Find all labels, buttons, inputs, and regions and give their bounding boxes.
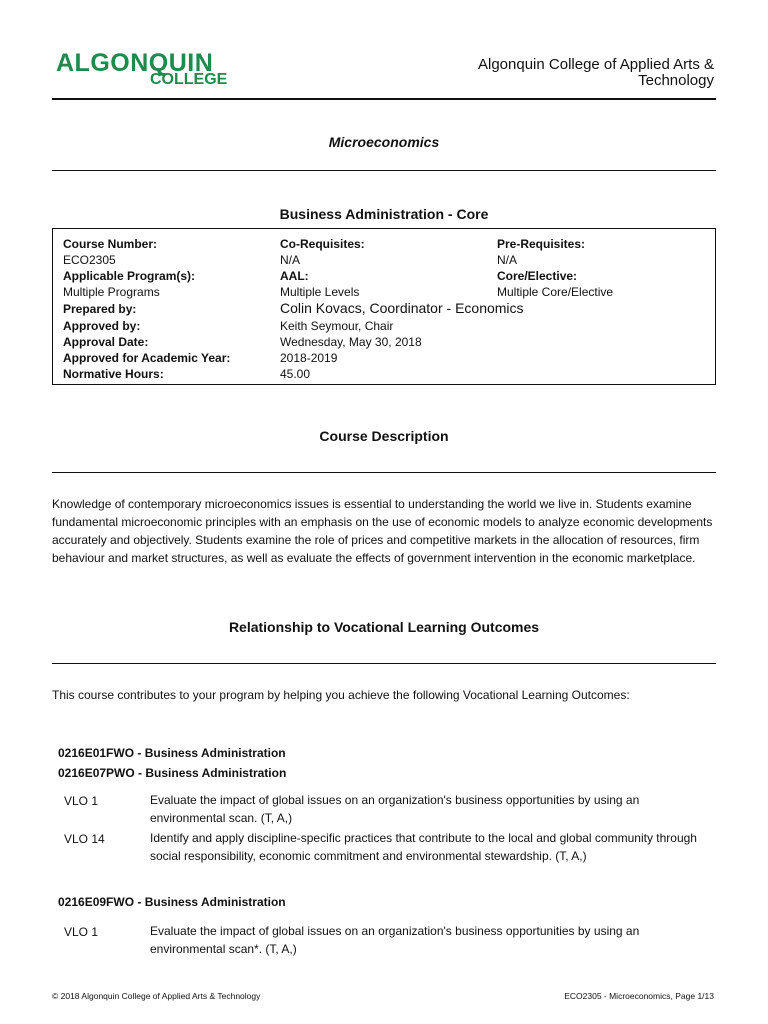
college-logo bbox=[56, 50, 232, 90]
course-title: Microeconomics bbox=[328, 134, 440, 150]
approved-by-label: Approved by: bbox=[63, 319, 141, 333]
aal-label: AAL: bbox=[280, 269, 309, 283]
title-divider bbox=[52, 170, 716, 171]
vlo-code: VLO 1 bbox=[64, 925, 99, 939]
vlo-description: Evaluate the impact of global issues on an organization's business opportunities by using an environmental scan*. (T, A,) bbox=[150, 924, 640, 956]
footer-page-number: ECO2305 - Microeconomics, Page 1/13 bbox=[564, 991, 714, 1001]
vlo-intro: This course contributes to your program by helping you achieve the following Vocational Learning Outcomes: bbox=[52, 688, 630, 702]
academic-year-label: Approved for Academic Year: bbox=[63, 351, 231, 365]
logo-wordmark-top: ALGONQUIN bbox=[56, 49, 214, 77]
programs-label: Applicable Program(s): bbox=[63, 269, 196, 283]
course-number-value: ECO2305 bbox=[63, 253, 116, 267]
programs-value: Multiple Programs bbox=[63, 285, 160, 299]
logo-wordmark-bottom: COLLEGE bbox=[150, 71, 228, 88]
normative-hours-value: 45.00 bbox=[280, 367, 311, 381]
vlo-description: Evaluate the impact of global issues on an organization's business opportunities by using an environmental scan. (T, A,) bbox=[150, 793, 640, 825]
core-elective-value: Multiple Core/Elective bbox=[497, 285, 614, 299]
approval-date-value: Wednesday, May 30, 2018 bbox=[280, 335, 422, 349]
prepared-by-value: Colin Kovacs, Coordinator - Economics bbox=[280, 300, 524, 316]
coreq-label: Co-Requisites: bbox=[280, 237, 365, 251]
college-name: Algonquin College of Applied Arts & Technology bbox=[478, 56, 714, 89]
header-divider bbox=[52, 98, 716, 100]
vlo-heading: Relationship to Vocational Learning Outcomes bbox=[228, 619, 540, 635]
footer-copyright: © 2018 Algonquin College of Applied Arts & Technology bbox=[52, 991, 261, 1001]
vlo-code: VLO 1 bbox=[64, 794, 99, 808]
approval-date-label: Approval Date: bbox=[63, 335, 149, 349]
program-code-2: 0216E07PWO - Business Administration bbox=[58, 766, 287, 780]
academic-year-value: 2018-2019 bbox=[280, 351, 338, 365]
aal-value: Multiple Levels bbox=[280, 285, 360, 299]
program-code-3: 0216E09FWO - Business Administration bbox=[58, 895, 286, 909]
vlo-code: VLO 14 bbox=[64, 832, 105, 846]
core-elective-label: Core/Elective: bbox=[497, 269, 578, 283]
course-description-text: Knowledge of contemporary microeconomics issues is essential to understanding the world we live in. Students examine fundamental microeconomic principles with an emphasis on the use of economic models to analyze economic developments accurately and objectively. Students examine the role of prices and competitive markets in the allocation of resources, firm behaviour and market structures, as well as evaluate the effects of government intervention in the economic marketplace. bbox=[52, 497, 713, 565]
coreq-value: N/A bbox=[280, 253, 301, 267]
prereq-value: N/A bbox=[497, 253, 518, 267]
course-description-heading: Course Description bbox=[319, 428, 449, 444]
vlo-description: Identify and apply discipline-specific practices that contribute to the local and global community through social responsibility, economic commitment and environmental stewardship. (T, A,) bbox=[150, 831, 697, 863]
program-code-1: 0216E01FWO - Business Administration bbox=[58, 746, 286, 760]
course-info-table bbox=[52, 228, 716, 385]
description-divider bbox=[52, 472, 716, 473]
course-number-label: Course Number: bbox=[63, 237, 158, 251]
program-heading: Business Administration - Core bbox=[279, 206, 489, 222]
normative-hours-label: Normative Hours: bbox=[63, 367, 164, 381]
prepared-by-label: Prepared by: bbox=[63, 302, 137, 316]
vlo-divider bbox=[52, 663, 716, 664]
approved-by-value: Keith Seymour, Chair bbox=[280, 319, 394, 333]
prereq-label: Pre-Requisites: bbox=[497, 237, 586, 251]
